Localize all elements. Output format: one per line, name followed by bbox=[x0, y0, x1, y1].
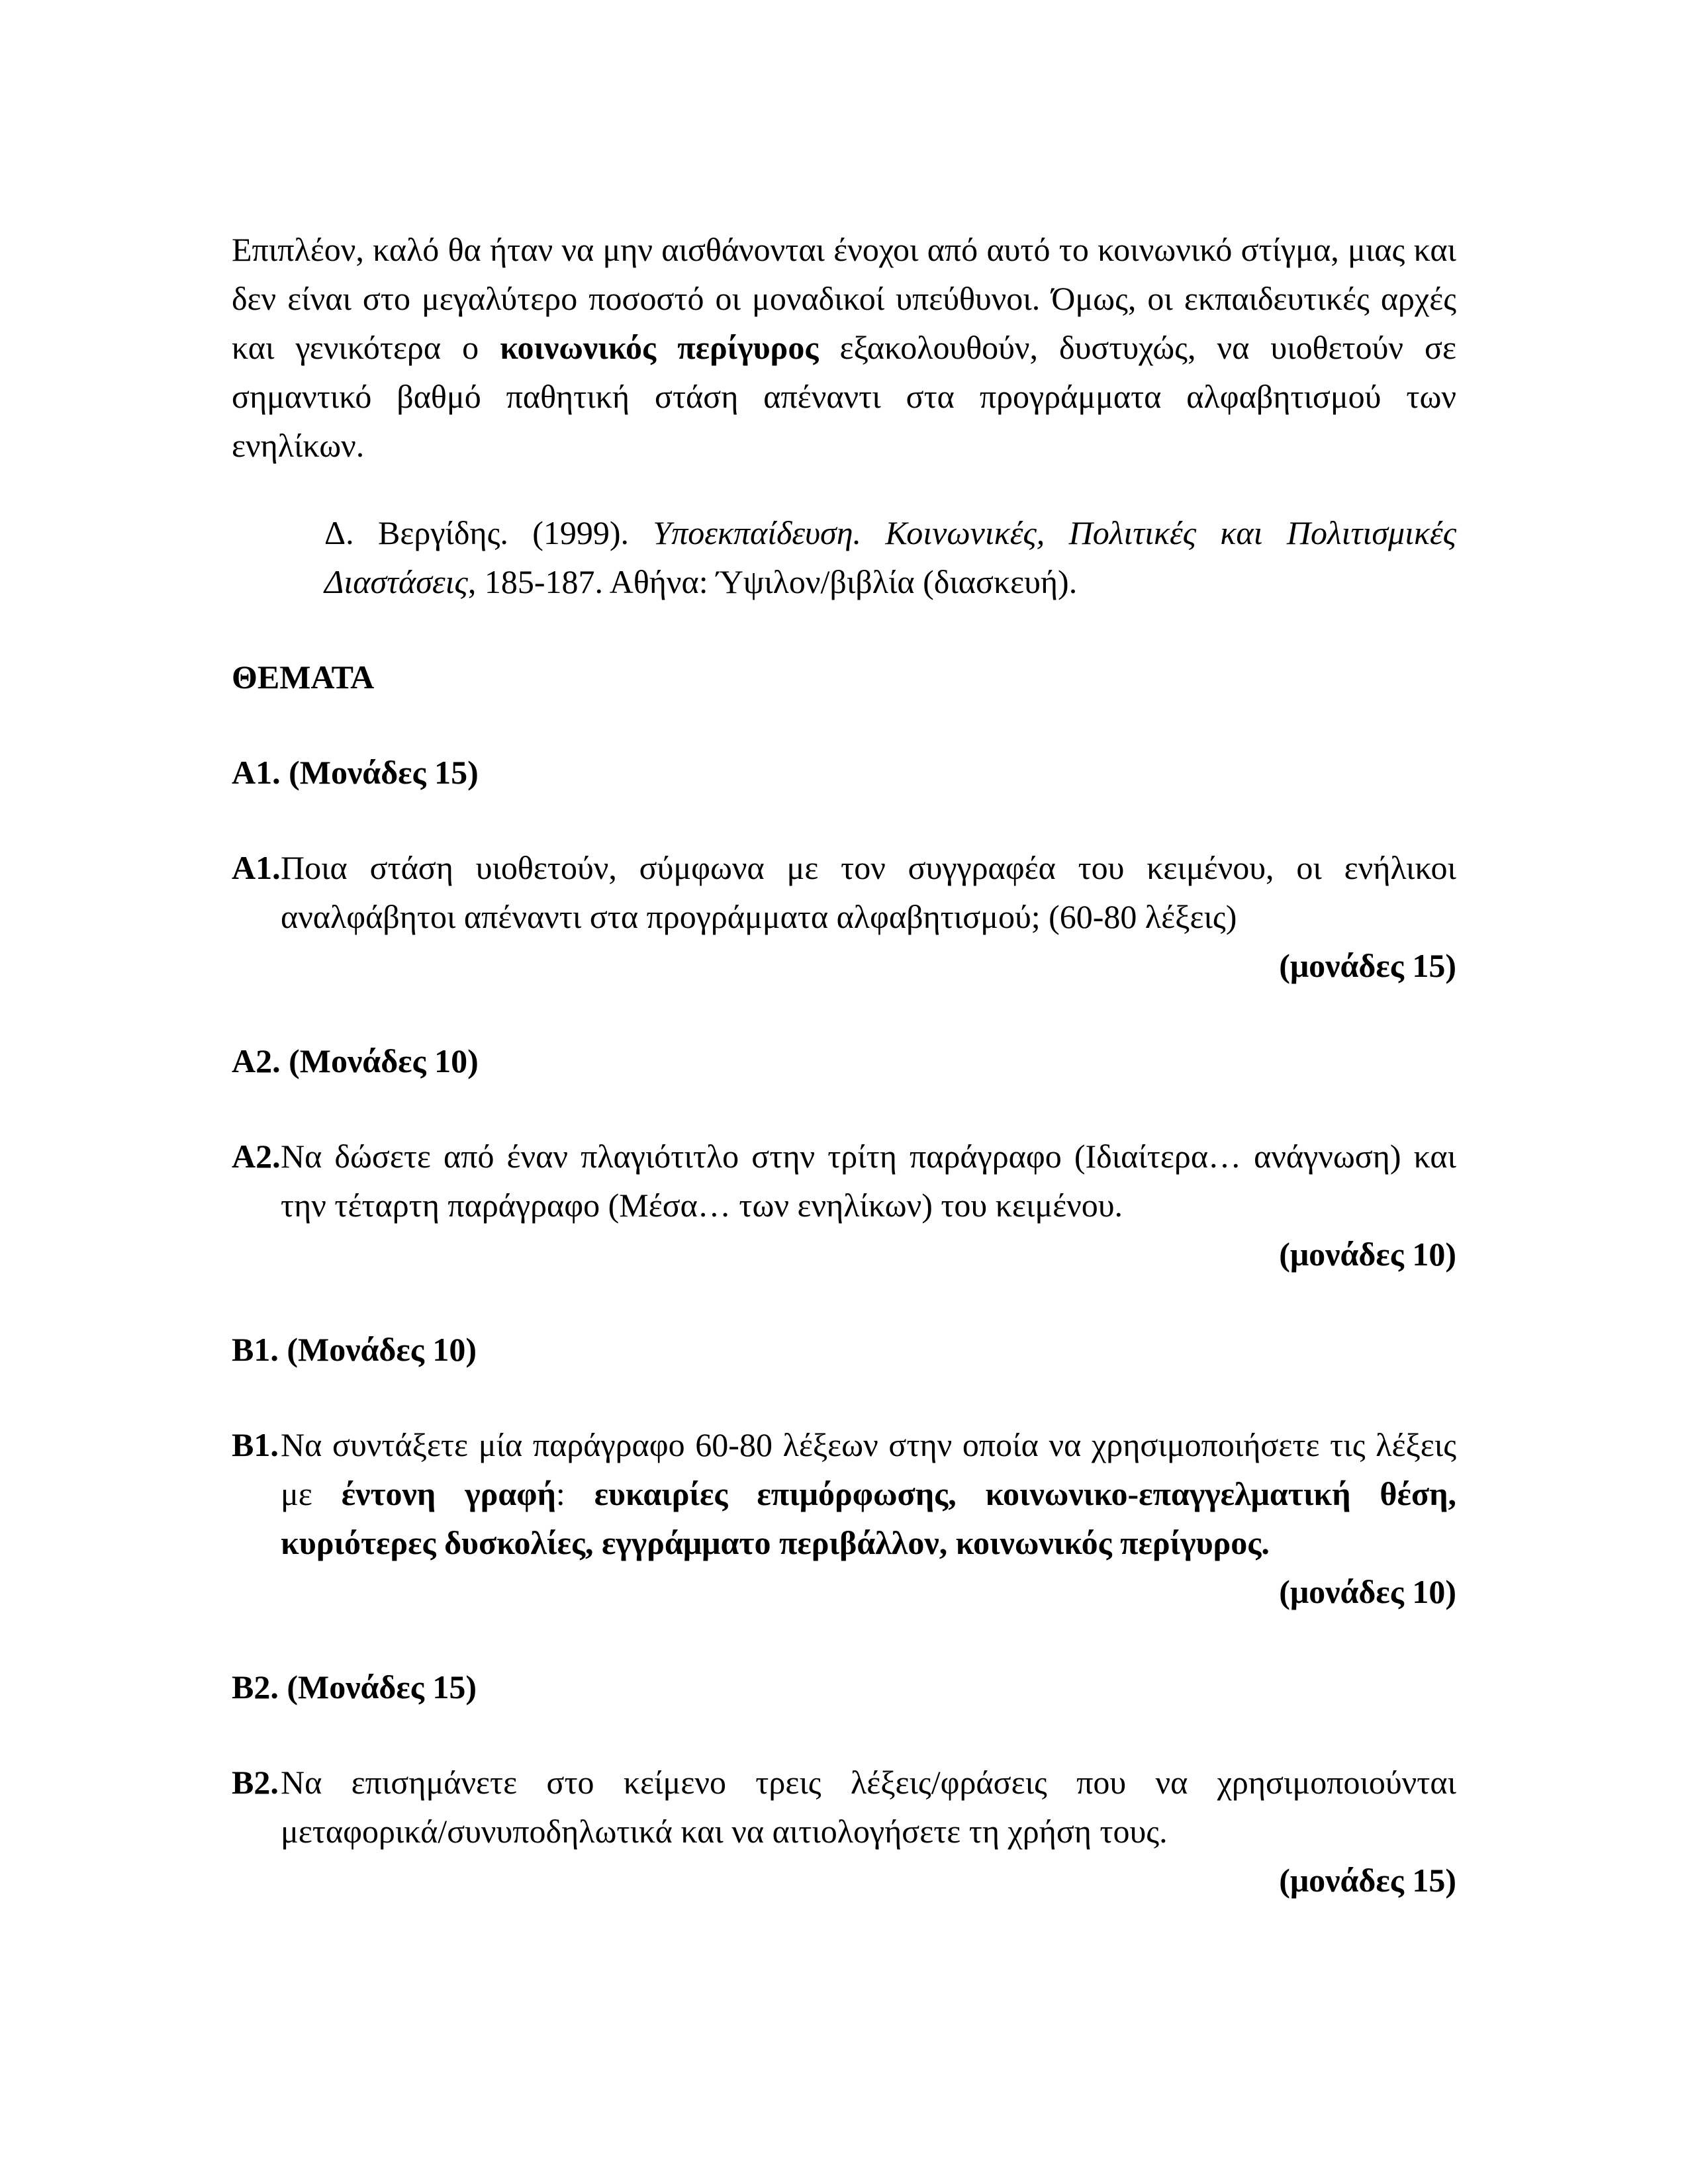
a1-label: Α1. bbox=[232, 849, 281, 886]
b1-heading: Β1. (Μονάδες 10) bbox=[232, 1331, 477, 1368]
a2-text: Να δώσετε από έναν πλαγιότιτλο στην τρίτη παράγραφο (Ιδιαίτερα… ανάγνωση) και την τέταρτη παράγραφο (Μέσα… των ενηλίκων) του κειμένου. bbox=[281, 1138, 1456, 1224]
b2-marks: (μονάδες 15) bbox=[1279, 1862, 1456, 1899]
b1-marks: (μονάδες 10) bbox=[1279, 1573, 1456, 1610]
intro-text-1: Επιπλέον, καλό θα ήταν να μην αισθάνονται ένοχοι από αυτό το κοινωνικό στίγμα, μιας και δεν είναι στο μεγαλύτερο ποσοστό οι μοναδικοί υπεύθυνοι. Όμως, οι εκπαιδευτικές αρχές και γενικότερα ο bbox=[232, 231, 1456, 366]
a1-heading: Α1. (Μονάδες 15) bbox=[232, 754, 479, 791]
intro-paragraph bbox=[232, 225, 1456, 470]
intro-text-2: εξακολουθούν, δυστυχώς, να υιοθετούν σε σημαντικό βαθμό παθητική στάση απέναντι στα προγράμματα αλφαβητισμού των ενηλίκων. bbox=[232, 329, 1456, 464]
a2-label: Α2. bbox=[232, 1138, 281, 1175]
b1-text-1: Να συντάξετε μία παράγραφο 60-80 λέξεων στην οποία να χρησιμοποιήσετε τις λέξεις με bbox=[281, 1426, 1456, 1512]
b1-bold-1: έντονη γραφή bbox=[341, 1475, 556, 1512]
a1-question bbox=[232, 843, 1456, 941]
b2-label: Β2. bbox=[232, 1764, 279, 1801]
a1-marks: (μονάδες 15) bbox=[1279, 947, 1456, 984]
citation bbox=[232, 508, 1456, 606]
b1-question bbox=[232, 1420, 1456, 1567]
a2-heading: Α2. (Μονάδες 10) bbox=[232, 1042, 479, 1079]
citation-author: Δ. Βεργίδης. (1999). bbox=[324, 514, 653, 551]
intro-bold-phrase: κοινωνικός περίγυρος bbox=[500, 329, 819, 366]
citation-title: Υποεκπαίδευση. Κοινωνικές, Πολιτικές και Πολιτισμικές Διαστάσεις bbox=[324, 514, 1456, 600]
a1-text: Ποια στάση υιοθετούν, σύμφωνα με τον συγγραφέα του κειμένου, οι ενήλικοι αναλφάβητοι απέναντι στα προγράμματα αλφαβητισμού; (60-80 λέξεις) bbox=[281, 849, 1456, 935]
b2-text: Να επισημάνετε στο κείμενο τρεις λέξεις/φράσεις που να χρησιμοποιούνται μεταφορικά/συνυποδηλωτικά και να αιτιολογήσετε τη χρήση τους. bbox=[281, 1764, 1456, 1850]
b1-text-2: : bbox=[555, 1475, 594, 1512]
b2-question bbox=[232, 1758, 1456, 1856]
document-page bbox=[232, 225, 1456, 1951]
b1-bold-2: ευκαιρίες επιμόρφωσης, κοινωνικο-επαγγελματική θέση, κυριότερες δυσκολίες, εγγράμματο περιβάλλον, κοινωνικός περίγυρος. bbox=[281, 1475, 1456, 1561]
themes-heading: ΘΕΜΑΤΑ bbox=[232, 659, 375, 696]
citation-rest: , 185-187. Αθήνα: Ύψιλον/βιβλία (διασκευή). bbox=[467, 563, 1078, 600]
a2-question bbox=[232, 1132, 1456, 1230]
b1-label: Β1. bbox=[232, 1426, 279, 1463]
b2-heading: Β2. (Μονάδες 15) bbox=[232, 1668, 477, 1706]
a2-marks: (μονάδες 10) bbox=[1279, 1236, 1456, 1273]
